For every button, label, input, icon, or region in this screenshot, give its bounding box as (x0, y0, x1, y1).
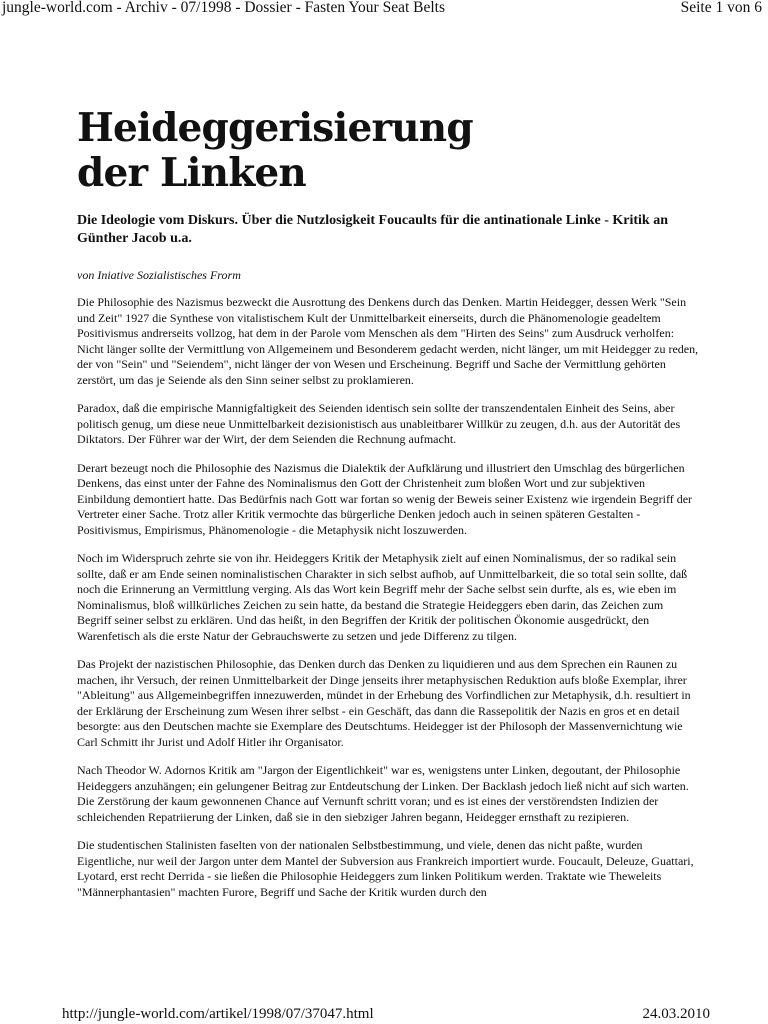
footer-url: http://jungle-world.com/artikel/1998/07/37047.html (62, 1006, 374, 1022)
print-footer (0, 1004, 768, 1024)
article-byline: von Iniative Sozialistisches Frorm (77, 268, 241, 282)
article-title-line-2: der Linken (77, 150, 306, 196)
article-subtitle: Die Ideologie vom Diskurs. Über die Nutzlosigkeit Foucaults für die antinationale Linke - Kritik an Günther Jacob u.a. (77, 213, 669, 246)
paragraph: Derart bezeugt noch die Philosophie des Nazismus die Dialektik der Aufklärung und illustriert den Umschlag des bürgerlichen Denkens, das einst unter der Fahne des Nominalismus den Gott der Christenheit zum bloßen Wort und zur subjektiven Einbildung demontiert hatte. Das Bedürfnis nach Gott war fortan so wenig der Beweis seiner Existenz wie irgendein Begriff der Vertreter einer Sache. Trotz aller Kritik vermochte das bürgerliche Denken jedoch auch in seinen späteren Gestalten - Positivismus, Empirismus, Phänomenologie - die Metaphysik nicht loszuwerden. (77, 460, 693, 537)
header-source-title: jungle-world.com - Archiv - 07/1998 - Dossier - Fasten Your Seat Belts (2, 0, 445, 16)
paragraph: Die studentischen Stalinisten faselten von der nationalen Selbstbestimmung, und viele, denen das nicht paßte, wurden Eigentliche, nur weil der Jargon unter dem Mantel der Subversion aus Frankreich importiert wurde. Foucault, Deleuze, Guattari, Lyotard, erst recht Derrida - sie ließen die Philosophie Heideggers zum linken Politikum werden. Traktate wie Theweleits "Männerphantasien" machten Furore, Begriff und Sache der Kritik wurden durch den (77, 838, 694, 899)
print-header (0, 0, 768, 20)
article (77, 106, 699, 900)
paragraph: Das Projekt der nazistischen Philosophie, das Denken durch das Denken zu liquidieren und aus dem Sprechen ein Raunen zu machen, ihr Versuch, der reinen Unmittelbarkeit der Dinge jenseits ihrer metaphysischen Reduktion aufs bloße Exemplar, ihrer "Ableitung" aus Allgemeinbegriffen innezuwerden, mündet in der Erhebung des Vorfindlichen zur Metaphysik, d.h. resultiert in der Erklärung der Erscheinung zum Wesen ihrer selbst - ein Geschäft, das dann die Rassepolitik der Nazis en gros et en detail besorgte: aus den Deutschen machte sie Exemplare des Deutschtums. Heidegger ist der Philosoph der Massenvernichtung wie Carl Schmitt ihr Jurist und Adolf Hitler ihr Organisator. (77, 657, 691, 749)
paragraph: Noch im Widerspruch zehrte sie von ihr. Heideggers Kritik der Metaphysik zielt auf einen Nominalismus, der so radikal sein sollte, daß er am Ende seinen nominalistischen Charakter in sich selbst aufhob, auf Unmittelbarkeit, die so total sein sollte, daß noch die Erinnerung an Vermittlung verging. Als das Wort kein Begriff mehr der Sache selbst sein durfte, als es, wie eben im Nominalismus, bloß willkürliches Zeichen zu sein hatte, da bestand die Strategie Heideggers eben darin, das Zeichen zum Begriff seiner selbst zu erklären. Und das heißt, in den Begriffen der Kritik der politischen Ökonomie ausgedrückt, den Warenfetisch als die erste Natur der Gebrauchswerte zu setzen und jede Differenz zu tilgen. (77, 551, 688, 643)
paragraph: Nach Theodor W. Adornos Kritik am "Jargon der Eigentlichkeit" war es, wenigstens unter Linken, degoutant, der Philosophie Heideggers anzuhängen; ein gelungener Beitrag zur Entdeutschung der Linken. Der Backlash jedoch ließ nicht auf sich warten. Die Zerstörung der kaum gewonnenen Chance auf Vernunft schritt voran; und es ist eines der verstörendsten Indizien der schleichenden Repatriierung der Linken, daß sie in den siebziger Jahren begann, Heidegger ernsthaft zu rezipieren. (77, 763, 689, 824)
article-title (77, 106, 699, 196)
paragraph: Paradox, daß die empirische Mannigfaltigkeit des Seienden identisch sein sollte der transzendentalen Einheit des Seins, aber politisch genug, um diese neue Unmittelbarkeit dezisionistisch aus unableitbarer Willkür zu zeugen, d.h. aus der Autorität des Diktators. Der Führer war der Wirt, der dem Seienden die Rechnung aufmacht. (77, 401, 681, 446)
paragraph: Die Philosophie des Nazismus bezweckt die Ausrottung des Denkens durch das Denken. Martin Heidegger, dessen Werk "Sein und Zeit" 1927 die Synthese von vitalistischem Kult der Unmittelbarkeit einerseits, durch die Phänomenologie geadeltem Positivismus andrerseits vollzog, hat dem in der Parole vom Menschen als dem "Hirten des Seins" zum Ausdruck verholfen: Nicht länger sollte der Vermittlung von Allgemeinem und Besonderem gedacht werden, nicht länger, um mit Heidegger zu reden, der von "Sein" und "Seiendem", nicht länger der von Wesen und Erscheinung. Begriff und Sache der Vermittlung gehörten zerstört, um das je Seiende als den Sinn seiner selbst zu proklamieren. (77, 295, 699, 387)
footer-date: 24.03.2010 (642, 1006, 710, 1022)
article-title-line-1: Heideggerisierung (77, 105, 473, 151)
header-page-number: Seite 1 von 6 (680, 0, 762, 16)
